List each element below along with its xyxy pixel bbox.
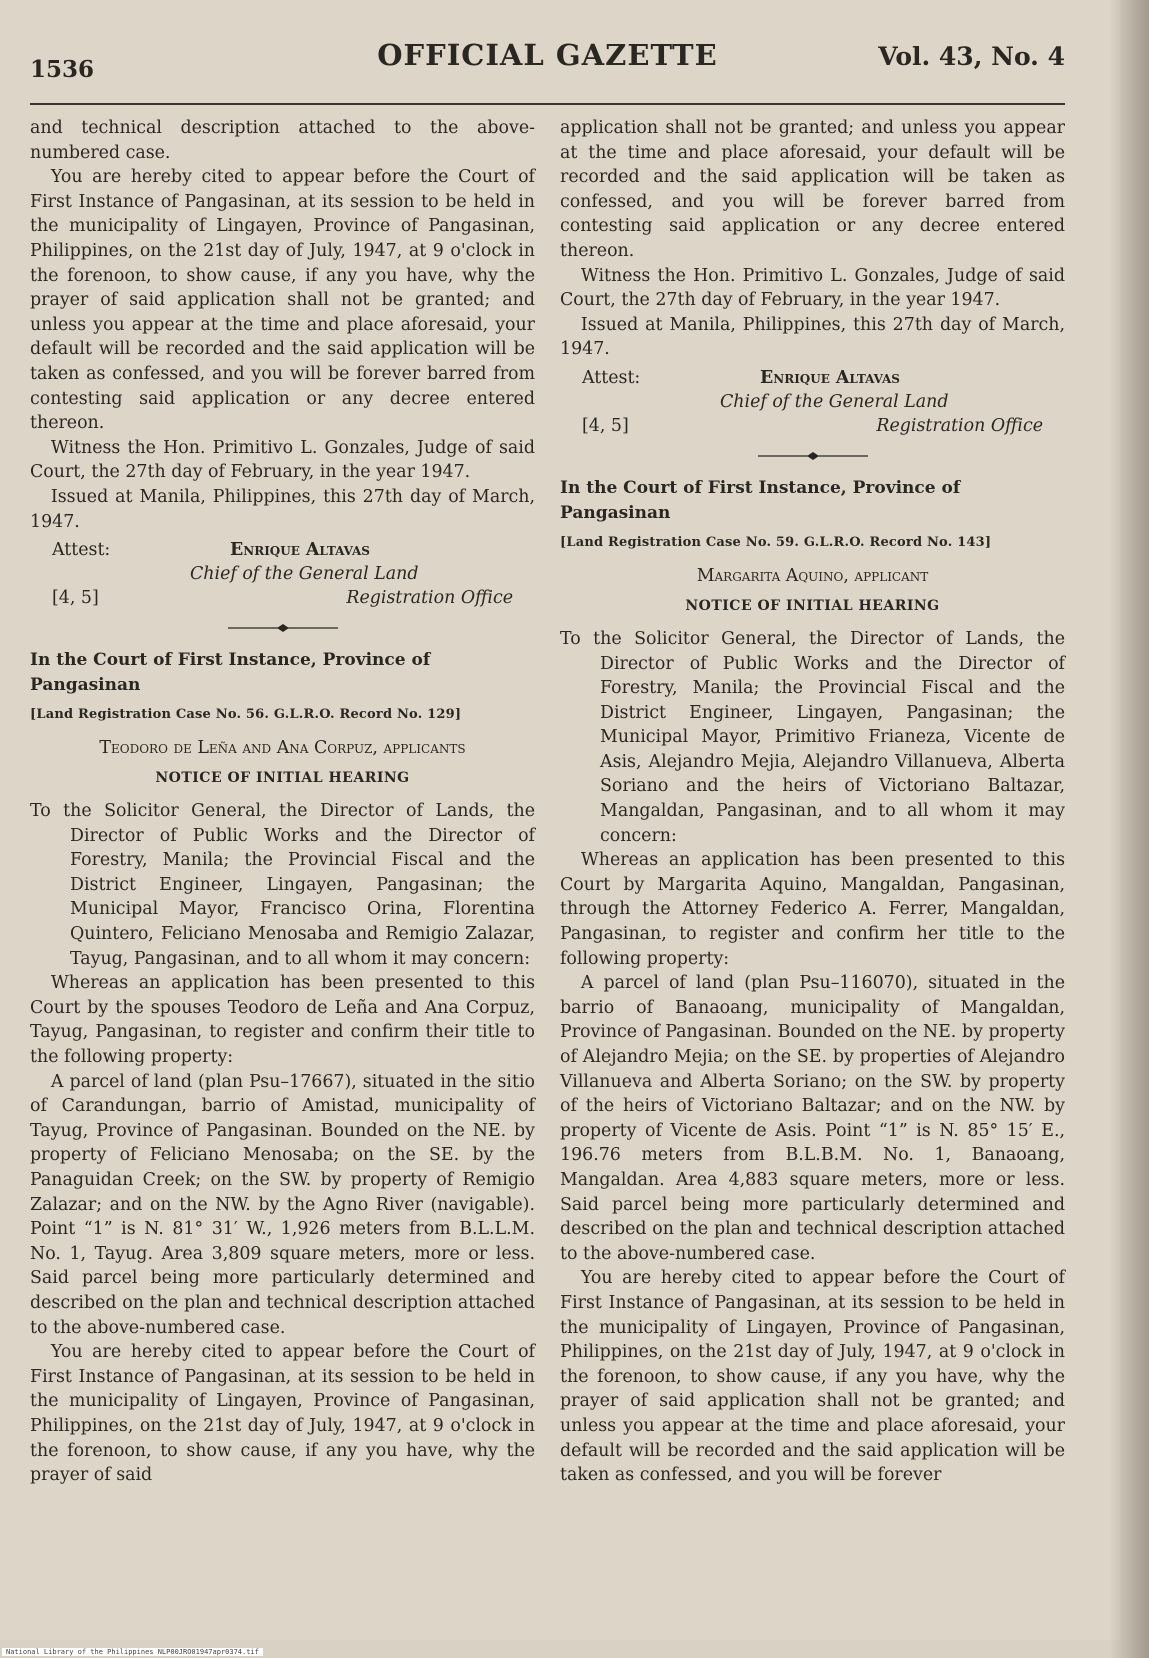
attest-office: Registration Office [346, 588, 513, 609]
court-heading: In the Court of First Instance, Province of Pangasinan [560, 477, 961, 523]
publication-title: OFFICIAL GAZETTE [377, 38, 718, 72]
issue-reference: [4, 5] [582, 415, 629, 436]
paragraph: Witness the Hon. Primitivo L. Gonzales, Judge of said Court, the 27th day of February, in the year 1947. [560, 265, 1065, 311]
attest-name: Enrique Altavas [760, 367, 900, 388]
page-edge-shadow [1109, 0, 1149, 1658]
left-column [30, 116, 535, 1488]
case-reference: [Land Registration Case No. 59. G.L.R.O. Record No. 143] [560, 535, 992, 551]
right-column [560, 116, 1065, 1488]
attest-title: Chief of the General Land [720, 391, 949, 412]
court-heading: In the Court of First Instance, Province of Pangasinan [30, 650, 431, 695]
attest-office: Registration Office [876, 415, 1043, 436]
attest-label: Attest: [52, 540, 111, 561]
addressee-paragraph: To the Solicitor General, the Director of Lands, the Director of Public Works and the Director of Forestry, Manila; the Provincial Fiscal and the District Engineer, Lingayen, Pangasinan; the Municipal Mayor, Francisco Orina, Florentina Quintero, Feliciano Menosaba and Remigio Zalazar, Tayug, Pangasinan, and to all whom it may concern: [30, 801, 535, 969]
paragraph: A parcel of land (plan Psu–17667), situated in the sitio of Carandungan, barrio of Amistad, municipality of Tayug, Province of Pangasinan. Bounded on the NE. by property of Feliciano Menosaba; on the SE. by the Panaguidan Creek; on the SW. by property of Remigio Zalazar; and on the NW. by the Agno River (navigable). Point “1” is N. 81° 31′ W., 1,926 meters from B.L.L.M. No. 1, Tayug. Area 3,809 square meters, more or less. Said parcel being more particularly determined and described on the plan and technical description attached to the above-numbered case. [30, 1071, 535, 1338]
paragraph: You are hereby cited to appear before the Court of First Instance of Pangasinan, at its session to be held in the municipality of Lingayen, Province of Pangasinan, Philippines, on the 21st day of July, 1947, at 9 o'clock in the forenoon, to show cause, if any you have, why the prayer of said application shall not be granted; and unless you appear at the time and place aforesaid, your default will be recorded and the said application will be taken as confessed, and you will be forever barred from contesting said application or any decree entered thereon. [30, 167, 535, 434]
divider-ornament-icon [228, 621, 338, 635]
page-header [30, 36, 1065, 86]
section-divider [560, 446, 1065, 468]
case-reference: [Land Registration Case No. 56. G.L.R.O. Record No. 129] [30, 707, 462, 723]
scan-footer: National Library of the Philippines NLP00JRO01947apr0374.tif [2, 1648, 263, 1656]
applicant-line: Margarita Aquino, applicant [696, 565, 929, 586]
issue-reference: [4, 5] [52, 588, 99, 609]
applicant-line: Teodoro de Leña and Ana Corpuz, applicants [99, 737, 466, 758]
paragraph: application shall not be granted; and unless you appear at the time and place aforesaid, your default will be recorded and the said application will be taken as confessed, and you will be forever barred from contesting said application or any decree entered thereon. [560, 118, 1065, 261]
divider-ornament-icon [758, 449, 868, 463]
attest-block [30, 538, 535, 612]
paragraph: Whereas an application has been presented to this Court by Margarita Aquino, Mangaldan, Pangasinan, through the Attorney Federico A. Ferrer, Mangaldan, Pangasinan, to register and confirm her title to the following property: [560, 850, 1065, 969]
paragraph: Witness the Hon. Primitivo L. Gonzales, Judge of said Court, the 27th day of February, in the year 1947. [30, 437, 535, 483]
paragraph: Issued at Manila, Philippines, this 27th day of March, 1947. [30, 486, 535, 532]
paragraph: You are hereby cited to appear before the Court of First Instance of Pangasinan, at its session to be held in the municipality of Lingayen, Province of Pangasinan, Philippines, on the 21st day of July, 1947, at 9 o'clock in the forenoon, to show cause, if any you have, why the prayer of said [30, 1342, 535, 1486]
header-rule [30, 103, 1065, 105]
addressee-paragraph: To the Solicitor General, the Director of Lands, the Director of Public Works and the Director of Forestry, Manila; the Provincial Fiscal and the District Engineer, Lingayen, Pangasinan; the Municipal Mayor, Primitivo Frianeza, Vicente de Asis, Alejandro Mejia, Alejandro Villanueva, Alberta Soriano and the heirs of Victoriano Baltazar, Mangaldan, Pangasinan, and to all whom it may concern: [560, 628, 1065, 846]
page-number: 1536 [30, 56, 95, 83]
paragraph: A parcel of land (plan Psu–116070), situated in the barrio of Banaoang, municipality of Mangaldan, Province of Pangasinan. Bounded on the NE. by property of Alejandro Mejia; on the SE. by properties of Alejandro Villanueva and Alberta Soriano; on the SW. by property of the heirs of Victoriano Baltazar; and on the NW. by property of Vicente de Asis. Point “1” is N. 85° 15′ E., 196.76 meters from B.L.B.M. No. 1, Banaoang, Mangaldan. Area 4,883 square meters, more or less. Said parcel being more particularly determined and described on the plan and technical description attached to the above-numbered case. [560, 973, 1065, 1264]
volume-number: Vol. 43, No. 4 [878, 42, 1065, 71]
section-divider [30, 618, 535, 640]
paragraph: Whereas an application has been presented to this Court by the spouses Teodoro de Leña and Ana Corpuz, Tayug, Pangasinan, to register and confirm their title to the following property: [30, 973, 535, 1067]
notice-heading: NOTICE OF INITIAL HEARING [685, 598, 940, 615]
attest-name: Enrique Altavas [230, 540, 370, 561]
attest-label: Attest: [582, 367, 641, 388]
attest-block [560, 366, 1065, 440]
paragraph: You are hereby cited to appear before the Court of First Instance of Pangasinan, at its session to be held in the municipality of Lingayen, Province of Pangasinan, Philippines, on the 21st day of July, 1947, at 9 o'clock in the forenoon, to show cause, if any you have, why the prayer of said application shall not be granted; and unless you appear at the time and place aforesaid, your default will be recorded and the said application will be taken as confessed, and you will be forever [560, 1268, 1065, 1486]
paragraph: Issued at Manila, Philippines, this 27th day of March, 1947. [560, 314, 1065, 360]
notice-heading: NOTICE OF INITIAL HEARING [155, 770, 410, 787]
paragraph: and technical description attached to the above-numbered case. [30, 118, 535, 163]
attest-title: Chief of the General Land [190, 564, 419, 585]
